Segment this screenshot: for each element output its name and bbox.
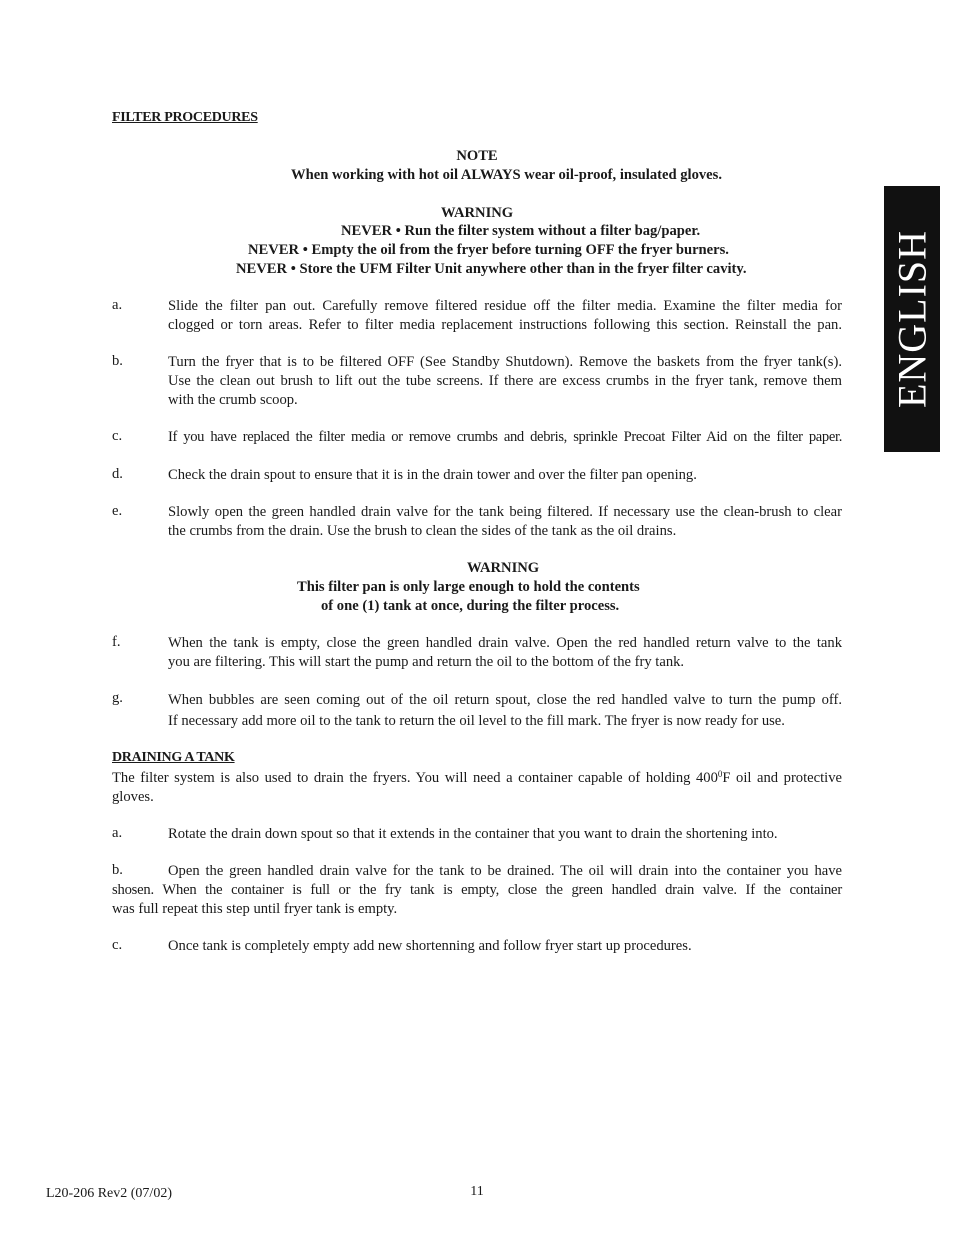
- drain-step-b: [0, 862, 954, 920]
- note-title: NOTE: [456, 148, 498, 164]
- warning-line: NEVER • Empty the oil from the fryer before turning OFF the fryer burners.: [248, 242, 729, 258]
- warning2-line: of one (1) tank at once, during the filter process.: [321, 598, 620, 614]
- document-id: L20-206 Rev2 (07/02): [46, 1186, 172, 1201]
- warning-title: WARNING: [441, 205, 514, 221]
- step-letter: a.: [112, 825, 123, 841]
- drain-step-a: [0, 825, 954, 845]
- step-text: Slowly open the green handled drain valve for the tank being filtered. If necessary use the clean-brush to clear the crumbs from the drain. Use the brush to clean the sides of the tank as the oil drains.: [168, 504, 842, 539]
- step-text: Check the drain spout to ensure that it is in the drain tower and over the filter pan opening.: [168, 467, 697, 483]
- step-e: [0, 503, 954, 543]
- step-letter: g.: [112, 690, 123, 706]
- step-text: Once tank is completely empty add new shortenning and follow fryer start up procedures.: [168, 938, 692, 954]
- drain-step-c: [0, 937, 954, 957]
- warning2-title: WARNING: [467, 560, 540, 576]
- step-text: Turn the fryer that is to be filtered OFF (See Standby Shutdown). Remove the baskets from the fryer tank(s). Use the clean out brush to lift out the tube screens. If there are excess crumbs in the fryer tank, remove them with the crumb scoop.: [168, 354, 842, 408]
- step-letter: c.: [112, 428, 123, 444]
- step-letter: b.: [112, 353, 123, 369]
- filter-procedures-heading: FILTER PROCEDURES: [112, 110, 258, 125]
- step-letter: b.: [112, 862, 123, 878]
- step-g: [0, 690, 954, 734]
- draining-tank-heading: DRAINING A TANK: [112, 750, 235, 765]
- step-letter: c.: [112, 937, 123, 953]
- page-number: 11: [470, 1184, 484, 1199]
- step-text: Rotate the drain down spout so that it extends in the container that you want to drain the shortening into.: [168, 826, 778, 842]
- step-text: Open the green handled drain valve for the tank to be drained. The oil will drain into the container you have shosen. When the container is full or the fry tank is empty, close the green handled drain valve. If the container was full repeat this step until fryer tank is empty.: [112, 863, 842, 917]
- warning-line: NEVER • Run the filter system without a filter bag/paper.: [341, 223, 701, 239]
- step-f: [0, 634, 954, 674]
- language-tab-label: ENGLISH: [889, 229, 935, 409]
- step-letter: f.: [112, 634, 121, 650]
- step-text: When the tank is empty, close the green handled drain valve. Open the red handled return valve to the tank you are filtering. This will start the pump and return the oil to the bottom of the fry tank.: [168, 635, 842, 670]
- step-letter: d.: [112, 466, 123, 482]
- step-text: When bubbles are seen coming out of the oil return spout, close the red handled valve to turn the pump off. If necessary add more oil to the tank to return the oil level to the fill mark. The fryer is now ready for use.: [168, 692, 842, 729]
- warning2-line: This filter pan is only large enough to hold the contents: [297, 579, 640, 595]
- step-c: [0, 428, 954, 448]
- step-letter: a.: [112, 297, 123, 313]
- note-text: When working with hot oil ALWAYS wear oil-proof, insulated gloves.: [291, 167, 722, 183]
- step-letter: e.: [112, 503, 123, 519]
- step-b: [0, 353, 954, 411]
- step-a: [0, 297, 954, 337]
- step-text: Slide the filter pan out. Carefully remove filtered residue off the filter media. Examine the filter media for clogged or torn areas. Refer to filter media replacement instructions following this section. Reinstall the pan.: [168, 298, 842, 333]
- step-text: If you have replaced the filter media or remove crumbs and debris, sprinkle Precoat Filter Aid on the filter paper.: [168, 429, 842, 445]
- draining-intro: The filter system is also used to drain the fryers. You will need a container capable of holding $400^0F$ oil and protective gloves.: [112, 769, 842, 805]
- warning-line: NEVER • Store the UFM Filter Unit anywhere other than in the fryer filter cavity.: [236, 261, 747, 277]
- step-d: [0, 466, 954, 486]
